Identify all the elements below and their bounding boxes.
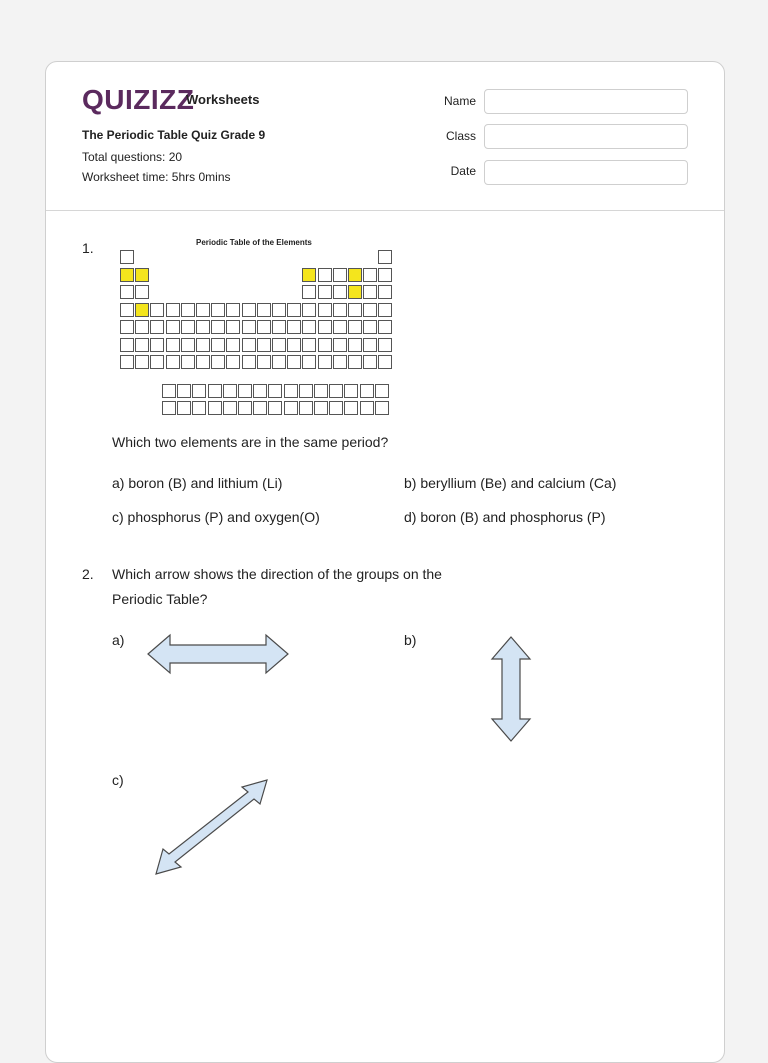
element-cell xyxy=(238,384,252,398)
element-cell xyxy=(318,338,332,352)
element-cell xyxy=(150,320,164,334)
vertical-arrow-image[interactable] xyxy=(490,635,532,743)
element-cell xyxy=(192,401,206,415)
worksheet-header xyxy=(46,62,724,211)
element-cell xyxy=(166,338,180,352)
question-1-text: Which two elements are in the same period? xyxy=(112,434,389,450)
q1-option-c[interactable]: c) phosphorus (P) and oxygen(O) xyxy=(112,509,320,525)
element-cell xyxy=(257,355,271,369)
element-cell xyxy=(302,338,316,352)
element-cell xyxy=(208,401,222,415)
element-cell xyxy=(302,355,316,369)
element-cell xyxy=(242,320,256,334)
element-cell xyxy=(135,285,149,299)
element-cell xyxy=(318,285,332,299)
element-cell xyxy=(238,401,252,415)
element-cell xyxy=(348,338,362,352)
element-cell xyxy=(378,338,392,352)
element-cell xyxy=(257,338,271,352)
element-cell xyxy=(211,355,225,369)
element-cell xyxy=(348,355,362,369)
element-cell xyxy=(302,320,316,334)
q2-option-a-label[interactable]: a) xyxy=(112,632,125,648)
element-cell xyxy=(223,401,237,415)
question-2-number: 2. xyxy=(82,566,94,582)
element-cell xyxy=(257,303,271,317)
worksheet-page xyxy=(45,61,725,1063)
element-cell xyxy=(329,401,343,415)
element-cell xyxy=(333,320,347,334)
element-cell xyxy=(223,384,237,398)
element-cell xyxy=(314,384,328,398)
element-cell xyxy=(302,268,316,282)
element-cell xyxy=(226,303,240,317)
element-cell xyxy=(360,384,374,398)
element-cell xyxy=(135,303,149,317)
element-cell xyxy=(253,384,267,398)
horizontal-arrow-image[interactable] xyxy=(146,632,291,676)
element-cell xyxy=(162,384,176,398)
element-cell xyxy=(302,285,316,299)
element-cell xyxy=(363,303,377,317)
element-cell xyxy=(272,355,286,369)
element-cell xyxy=(242,355,256,369)
date-label: Date xyxy=(450,164,476,178)
element-cell xyxy=(211,320,225,334)
element-cell xyxy=(177,401,191,415)
element-cell xyxy=(177,384,191,398)
element-cell xyxy=(363,338,377,352)
element-cell xyxy=(272,338,286,352)
element-cell xyxy=(333,268,347,282)
element-cell xyxy=(318,303,332,317)
element-cell xyxy=(272,320,286,334)
element-cell xyxy=(120,355,134,369)
element-cell xyxy=(299,384,313,398)
element-cell xyxy=(378,285,392,299)
element-cell xyxy=(196,303,210,317)
element-cell xyxy=(360,401,374,415)
element-cell xyxy=(363,285,377,299)
element-cell xyxy=(329,384,343,398)
class-label: Class xyxy=(445,129,476,143)
element-cell xyxy=(268,401,282,415)
q2-option-b-label[interactable]: b) xyxy=(404,632,417,648)
element-cell xyxy=(272,303,286,317)
element-cell xyxy=(120,268,134,282)
element-cell xyxy=(196,320,210,334)
element-cell xyxy=(375,384,389,398)
element-cell xyxy=(181,303,195,317)
element-cell xyxy=(135,338,149,352)
q2-option-c-label[interactable]: c) xyxy=(112,772,124,788)
element-cell xyxy=(226,320,240,334)
periodic-table-title: Periodic Table of the Elements xyxy=(196,238,312,247)
element-cell xyxy=(344,401,358,415)
element-cell xyxy=(257,320,271,334)
element-cell xyxy=(333,355,347,369)
q1-option-b[interactable]: b) beryllium (Be) and calcium (Ca) xyxy=(404,475,617,491)
element-cell xyxy=(192,384,206,398)
element-cell xyxy=(211,303,225,317)
element-cell xyxy=(120,250,134,264)
element-cell xyxy=(253,401,267,415)
element-cell xyxy=(363,320,377,334)
element-cell xyxy=(181,320,195,334)
element-cell xyxy=(287,355,301,369)
element-cell xyxy=(284,384,298,398)
element-cell xyxy=(378,268,392,282)
element-cell xyxy=(287,338,301,352)
element-cell xyxy=(150,338,164,352)
element-cell xyxy=(333,303,347,317)
element-cell xyxy=(299,401,313,415)
element-cell xyxy=(348,303,362,317)
element-cell xyxy=(196,338,210,352)
question-2-text-line2: Periodic Table? xyxy=(112,591,208,607)
element-cell xyxy=(314,401,328,415)
element-cell xyxy=(211,338,225,352)
question-2-text-line1: Which arrow shows the direction of the groups on the xyxy=(112,566,442,582)
element-cell xyxy=(242,338,256,352)
total-questions: Total questions: 20 xyxy=(82,150,183,164)
element-cell xyxy=(344,384,358,398)
q1-option-d[interactable]: d) boron (B) and phosphorus (P) xyxy=(404,509,606,525)
element-cell xyxy=(120,285,134,299)
element-cell xyxy=(181,355,195,369)
element-cell xyxy=(162,401,176,415)
element-cell xyxy=(166,355,180,369)
name-input[interactable] xyxy=(484,89,688,114)
element-cell xyxy=(348,320,362,334)
quiz-title: The Periodic Table Quiz Grade 9 xyxy=(82,128,266,142)
element-cell xyxy=(135,268,149,282)
element-cell xyxy=(226,355,240,369)
element-cell xyxy=(348,268,362,282)
element-cell xyxy=(242,303,256,317)
element-cell xyxy=(284,401,298,415)
worksheet-time: Worksheet time: 5hrs 0mins xyxy=(82,170,231,184)
element-cell xyxy=(150,303,164,317)
element-cell xyxy=(135,355,149,369)
date-input[interactable] xyxy=(484,160,688,185)
element-cell xyxy=(287,303,301,317)
element-cell xyxy=(318,320,332,334)
element-cell xyxy=(166,320,180,334)
element-cell xyxy=(226,338,240,352)
element-cell xyxy=(318,268,332,282)
element-cell xyxy=(196,355,210,369)
element-cell xyxy=(150,355,164,369)
element-cell xyxy=(333,338,347,352)
element-cell xyxy=(378,355,392,369)
q1-option-a[interactable]: a) boron (B) and lithium (Li) xyxy=(112,475,283,491)
element-cell xyxy=(166,303,180,317)
question-1-number: 1. xyxy=(82,240,94,256)
element-cell xyxy=(378,303,392,317)
element-cell xyxy=(378,250,392,264)
element-cell xyxy=(268,384,282,398)
element-cell xyxy=(333,285,347,299)
quizizz-logo: QUIZIZZ xyxy=(82,84,195,115)
element-cell xyxy=(181,338,195,352)
element-cell xyxy=(120,303,134,317)
element-cell xyxy=(302,303,316,317)
name-label: Name xyxy=(443,94,476,108)
element-cell xyxy=(120,320,134,334)
element-cell xyxy=(363,268,377,282)
element-cell xyxy=(287,320,301,334)
element-cell xyxy=(318,355,332,369)
element-cell xyxy=(378,320,392,334)
element-cell xyxy=(363,355,377,369)
element-cell xyxy=(208,384,222,398)
section-label: Worksheets xyxy=(186,92,260,107)
element-cell xyxy=(120,338,134,352)
class-input[interactable] xyxy=(484,124,688,149)
element-cell xyxy=(135,320,149,334)
element-cell xyxy=(348,285,362,299)
periodic-table-figure xyxy=(116,238,391,410)
diagonal-arrow-image[interactable] xyxy=(152,776,270,878)
element-cell xyxy=(375,401,389,415)
